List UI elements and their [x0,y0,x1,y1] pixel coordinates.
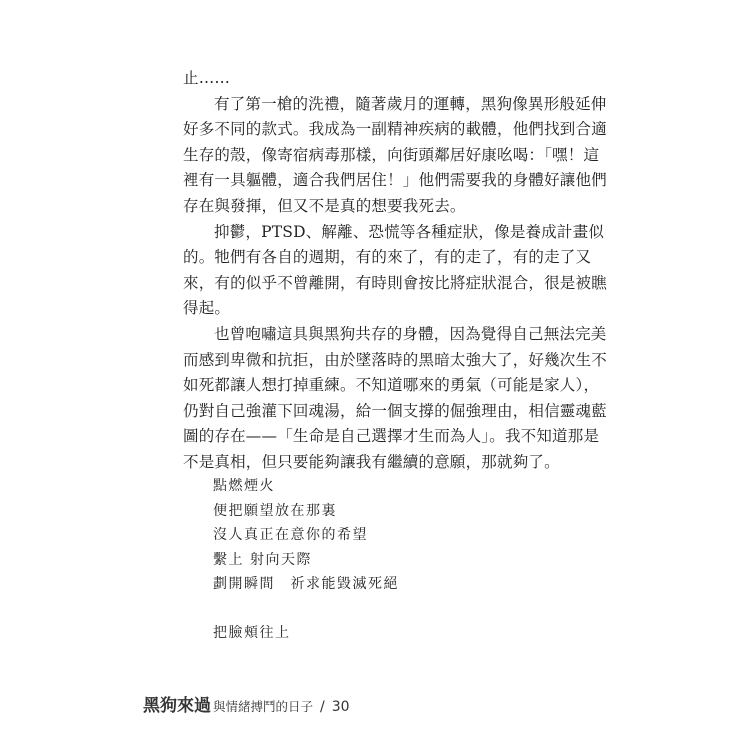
prose-line: 生存的殼，像寄宿病毒那樣，向街頭鄰居好康吆喝：「嘿！這 [183,145,600,164]
book-title: 黑狗來過 [143,696,211,716]
page-footer [143,691,350,716]
prose-body [183,66,607,476]
poem-block [213,474,543,646]
stanza-break [213,597,543,622]
prose-line: 存在與發揮，但又不是真的想要我死去。 [183,196,466,215]
book-subtitle: 與情緒搏鬥的日子 [213,699,314,714]
prose-line: 來，有的似乎不曾離開，有時則會按比將症狀混合，很是被瞧 [183,273,607,292]
poem-line: 繫上 射向天際 [213,551,312,568]
prose-line: 止…… [183,69,231,87]
poem-line: 點燃煙火 [213,478,275,494]
prose-line: 裡有一具軀體，適合我們居住！」他們需要我的身體好讓他們 [183,171,607,190]
prose-line: 得起。 [183,299,231,318]
poem-line: 便把願望放在那裏 [213,502,337,519]
prose-line: 也曾咆嘯這具與黑狗共存的身體，因為覺得自己無法完美 [214,324,607,343]
poem-line: 把臉頰往上 [213,625,291,641]
page-number: 30 [331,699,350,715]
prose-line: 好多不同的款式。我成為一副精神疾病的載體，他們找到合適 [183,120,607,139]
prose-line: 不是真相，但只要能夠讓我有繼續的意願，那就夠了。 [183,452,560,471]
prose-line: 如死都讓人想打掉重練。不知道哪來的勇氣（可能是家人）， [183,376,600,395]
prose-line: 仍對自己強灌下回魂湯，給一個支撐的倔強理由，相信靈魂藍 [183,401,607,420]
footer-separator: / [320,699,325,715]
prose-line: 抑鬱，PTSD、解離、恐慌等各種症狀，像是養成計畫似 [214,222,605,241]
prose-line: 有了第一槍的洗禮，隨著歲月的運轉，黑狗像異形般延伸 [214,94,607,113]
poem-line: 劃開瞬間 祈求能毀滅死絕 [213,576,399,592]
prose-line: 圖的存在——「生命是自己選擇才生而為人」。我不知道那是 [183,427,600,446]
prose-line: 而感到卑微和抗拒，由於墜落時的黑暗太強大了，好幾次生不 [183,350,607,369]
prose-line: 的。牠們有各自的週期，有的來了，有的走了，有的走了又 [183,248,592,267]
poem-line: 沒人真正在意你的希望 [213,527,368,543]
